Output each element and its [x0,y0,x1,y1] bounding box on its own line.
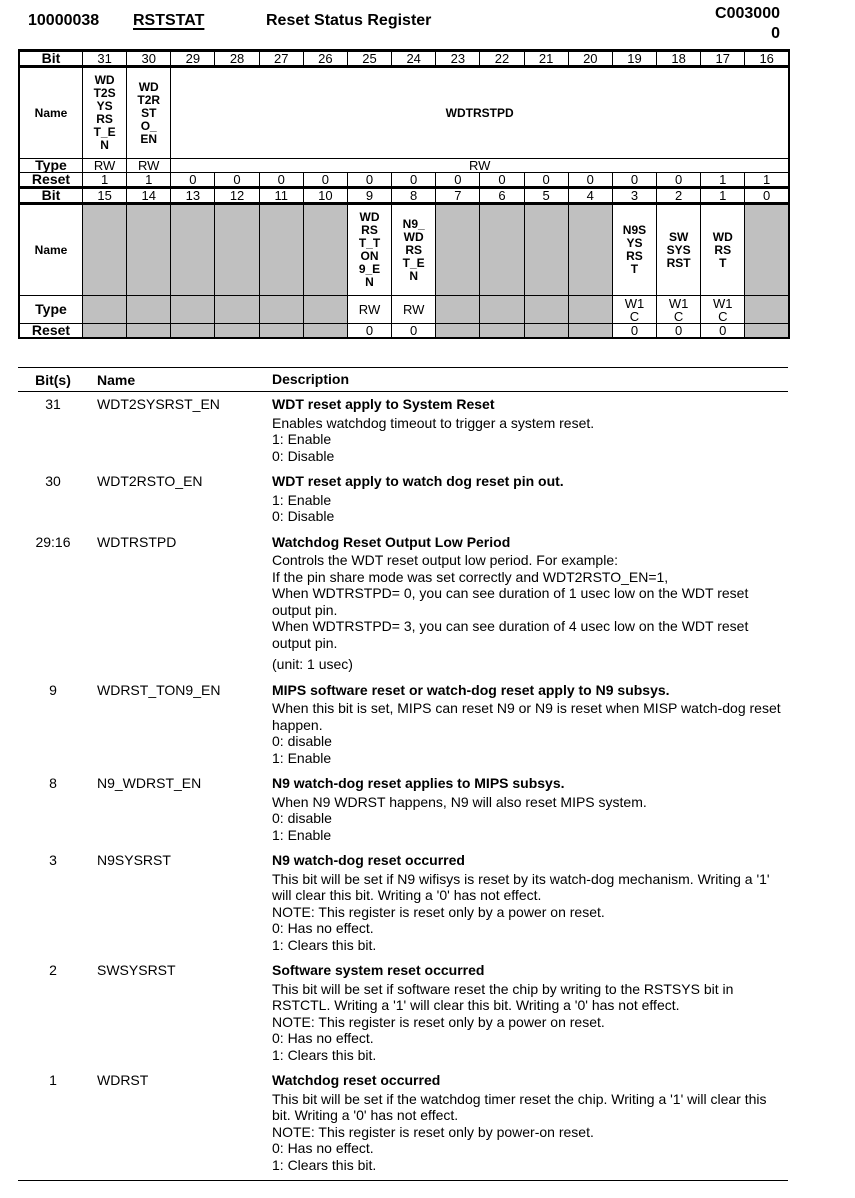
reserved-cell [171,324,215,339]
bit-number: 28 [215,51,259,67]
bit-number: 18 [657,51,701,67]
field-bits: 29:16 [35,533,71,550]
bit-number: 5 [524,188,568,204]
field-description-line: 0: Has no effect. [272,920,374,936]
field-description [272,682,788,767]
bit-number: 1 [701,188,745,204]
field-reset: 0 [480,173,524,188]
reserved-cell [171,204,215,296]
register-row-reset [19,173,789,188]
description-row [18,469,788,530]
field-bits: 8 [49,775,57,791]
field-description-line: When N9 WDRST happens, N9 will also reset MIPS system. [272,793,647,810]
bit-number: 7 [436,188,480,204]
reserved-cell [745,296,789,324]
field-description-line: NOTE: This register is reset only by a power on reset. [272,903,605,920]
field-description-title: Watchdog reset occurred [272,1072,441,1088]
reserved-cell [436,324,480,339]
field-description-title: WDT reset apply to System Reset [272,396,495,412]
field-type: W1 C [657,296,701,324]
register-bit-table [18,49,790,339]
bit-number: 16 [745,51,789,67]
register-row-reset [19,324,789,339]
field-description [272,1072,788,1173]
reserved-cell [436,296,480,324]
field-description-line: 1: Clears this bit. [272,936,377,953]
bit-number: 6 [480,188,524,204]
field-type: RW [392,296,436,324]
register-default-value: C003000 0 [715,5,780,42]
description-row [18,392,788,469]
field-description-line: 1: Enable [272,491,332,508]
bit-number: 30 [127,51,171,67]
table-bottom-rule [18,1180,788,1181]
reserved-cell [568,296,612,324]
field-reset: 0 [524,173,568,188]
reserved-cell [745,324,789,339]
field-type: RW [171,159,789,173]
bit-number: 23 [436,51,480,67]
field-reset: 0 [303,173,347,188]
reserved-cell [524,324,568,339]
reserved-cell [83,204,127,296]
field-bits: 9 [49,681,57,698]
field-description-line: When this bit is set, MIPS can reset N9 or N9 is reset when MISP watch-dog reset happen. [272,700,781,733]
field-name: WDTRSTPD [97,533,177,550]
field-description-title: Software system reset occurred [272,962,485,978]
field-description-line: 1: Enable [272,431,332,447]
field-description-line: When WDTRSTPD= 3, you can see duration of 4 usec low on the WDT reset output pin. [272,618,749,651]
field-reset: 0 [568,173,612,188]
row-label-reset: Reset [19,173,83,188]
reserved-cell [524,204,568,296]
field-description-line: 0: Has no effect. [272,1140,374,1156]
field-description-line: This bit will be set if the watchdog timer reset the chip. Writing a '1' will clear this bit. Writing a '0' has not effect. [272,1090,767,1123]
header-bits: Bit(s) [35,371,71,388]
field-description [272,396,788,464]
field-name: SWSYSRST [97,962,176,978]
bit-number: 3 [612,188,656,204]
bit-number: 9 [347,188,391,204]
row-label-bit: Bit [19,188,83,204]
field-name: N9_WDRST_EN [97,775,202,791]
reserved-cell [303,204,347,296]
register-row-bit [19,51,789,67]
field-description [272,473,788,525]
description-row [18,771,788,848]
field-reset: 0 [657,173,701,188]
field-reset: 0 [171,173,215,188]
field-reset: 0 [657,324,701,339]
bit-number: 29 [171,51,215,67]
bit-number: 20 [568,51,612,67]
reserved-cell [83,324,127,339]
reserved-cell [568,204,612,296]
bit-number: 24 [392,51,436,67]
field-description-line: 0: Disable [272,447,335,464]
field-name: N9SYSRST [97,852,171,868]
field-description-line: This bit will be set if N9 wifisys is reset by its watch-dog mechanism. Writing a '1' will clear this bit. Writing a '0' has not effect. [272,870,770,903]
field-description-line: 1: Clears this bit. [272,1156,377,1173]
row-label-reset: Reset [19,324,83,339]
field-description-title: WDT reset apply to watch dog reset pin out. [272,473,564,489]
field-bits: 2 [49,962,57,978]
bit-number: 4 [568,188,612,204]
reserved-cell [215,324,259,339]
field-description-line: When WDTRSTPD= 0, you can see duration of 1 usec low on the WDT reset output pin. [272,585,749,618]
field-bits: 1 [49,1072,57,1088]
register-name: RSTSTAT [133,12,205,29]
header-name: Name [97,371,136,388]
field-name: N9S YS RS T [612,204,656,296]
field-type: W1 C [612,296,656,324]
reserved-cell [83,296,127,324]
field-name: WDRST_TON9_EN [97,681,221,698]
field-type: RW [127,159,171,173]
bit-number: 2 [657,188,701,204]
field-description [272,852,788,953]
field-description-line: Controls the WDT reset output low period. For example: [272,552,619,568]
reserved-cell [524,296,568,324]
bit-number: 11 [259,188,303,204]
field-name: WD T2R ST O_ EN [127,67,171,159]
field-reset: 0 [215,173,259,188]
field-description-line: 1: Clears this bit. [272,1046,377,1063]
field-description-line: NOTE: This register is reset only by a power on reset. [272,1013,605,1030]
description-row [18,848,788,958]
bit-number: 22 [480,51,524,67]
description-row [18,1068,788,1178]
reserved-cell [215,296,259,324]
field-name: WD RS T_T ON 9_E N [347,204,391,296]
bit-number: 31 [83,51,127,67]
bit-number: 26 [303,51,347,67]
field-description-line: (unit: 1 usec) [272,656,353,672]
field-reset: 0 [701,324,745,339]
register-row-bit [19,188,789,204]
reserved-cell [127,296,171,324]
bit-number: 10 [303,188,347,204]
bit-number: 13 [171,188,215,204]
bit-number: 14 [127,188,171,204]
bit-number: 15 [83,188,127,204]
register-row-name [19,67,789,159]
reserved-cell [303,296,347,324]
register-row-type [19,159,789,173]
field-reset: 0 [259,173,303,188]
reserved-cell [127,204,171,296]
bit-number: 25 [347,51,391,67]
field-description-line: If the pin share mode was set correctly and WDT2RSTO_EN=1, [272,568,669,585]
reserved-cell [480,204,524,296]
field-name: WDTRSTPD [171,67,789,159]
register-title: Reset Status Register [266,12,432,29]
row-label-bit: Bit [19,51,83,67]
reserved-cell [171,296,215,324]
field-description [272,775,788,843]
field-description-table [18,367,788,1181]
field-name: WD T2S YS RS T_E N [83,67,127,159]
description-header [18,367,788,392]
field-type: RW [347,296,391,324]
bit-number: 21 [524,51,568,67]
field-reset: 0 [347,173,391,188]
field-description-title: Watchdog Reset Output Low Period [272,533,511,550]
bit-number: 12 [215,188,259,204]
field-name: N9_ WD RS T_E N [392,204,436,296]
field-type: RW [83,159,127,173]
field-description-title: N9 watch-dog reset occurred [272,852,465,868]
reserved-cell [259,324,303,339]
field-reset: 0 [612,324,656,339]
field-bits: 31 [45,396,61,412]
description-row [18,958,788,1068]
field-reset: 0 [392,324,436,339]
description-row [18,678,788,772]
field-description-title: MIPS software reset or watch-dog reset apply to N9 subsys. [272,681,670,698]
field-reset: 1 [745,173,789,188]
reserved-cell [480,296,524,324]
reserved-cell [303,324,347,339]
field-reset: 0 [347,324,391,339]
register-row-name [19,204,789,296]
reserved-cell [480,324,524,339]
reserved-cell [127,324,171,339]
field-name: WDRST [97,1072,149,1088]
field-description-title: N9 watch-dog reset applies to MIPS subsys. [272,775,565,791]
row-label-name: Name [19,204,83,296]
field-description [272,962,788,1063]
field-description-line: 0: Has no effect. [272,1030,374,1046]
field-bits: 30 [45,473,61,489]
field-description-line: 0: disable [272,810,332,826]
field-name: WDT2RSTO_EN [97,473,203,489]
description-row [18,530,788,678]
bit-number: 17 [701,51,745,67]
field-name: SW SYS RST [657,204,701,296]
header-description: Description [272,371,350,388]
field-name: WD RS T [701,204,745,296]
bit-number: 27 [259,51,303,67]
register-address: 10000038 [28,12,100,29]
field-description-line: 0: disable [272,733,332,749]
field-description [272,534,788,673]
field-description-line: 1: Enable [272,749,332,766]
field-reset: 1 [701,173,745,188]
field-bits: 3 [49,852,57,868]
reserved-cell [259,296,303,324]
field-description-line: This bit will be set if software reset the chip by writing to the RSTSYS bit in RSTCTL. Writing a '1' will clear this bit. Writing a '0' has not effect. [272,980,734,1013]
field-description-line: NOTE: This register is reset only by power-on reset. [272,1123,594,1140]
field-type: W1 C [701,296,745,324]
bit-number: 19 [612,51,656,67]
row-label-name: Name [19,67,83,159]
field-description-line: Enables watchdog timeout to trigger a system reset. [272,414,595,431]
row-label-type: Type [19,159,83,173]
reserved-cell [436,204,480,296]
field-reset: 0 [392,173,436,188]
field-reset: 0 [612,173,656,188]
register-row-type [19,296,789,324]
field-name: WDT2SYSRST_EN [97,396,220,412]
bit-number: 8 [392,188,436,204]
field-description-line: 0: Disable [272,508,335,524]
field-reset: 1 [127,173,171,188]
bit-number: 0 [745,188,789,204]
field-reset: 0 [436,173,480,188]
reserved-cell [745,204,789,296]
reserved-cell [568,324,612,339]
field-description-line: 1: Enable [272,826,332,843]
reserved-cell [215,204,259,296]
reserved-cell [259,204,303,296]
row-label-type: Type [19,296,83,324]
field-reset: 1 [83,173,127,188]
